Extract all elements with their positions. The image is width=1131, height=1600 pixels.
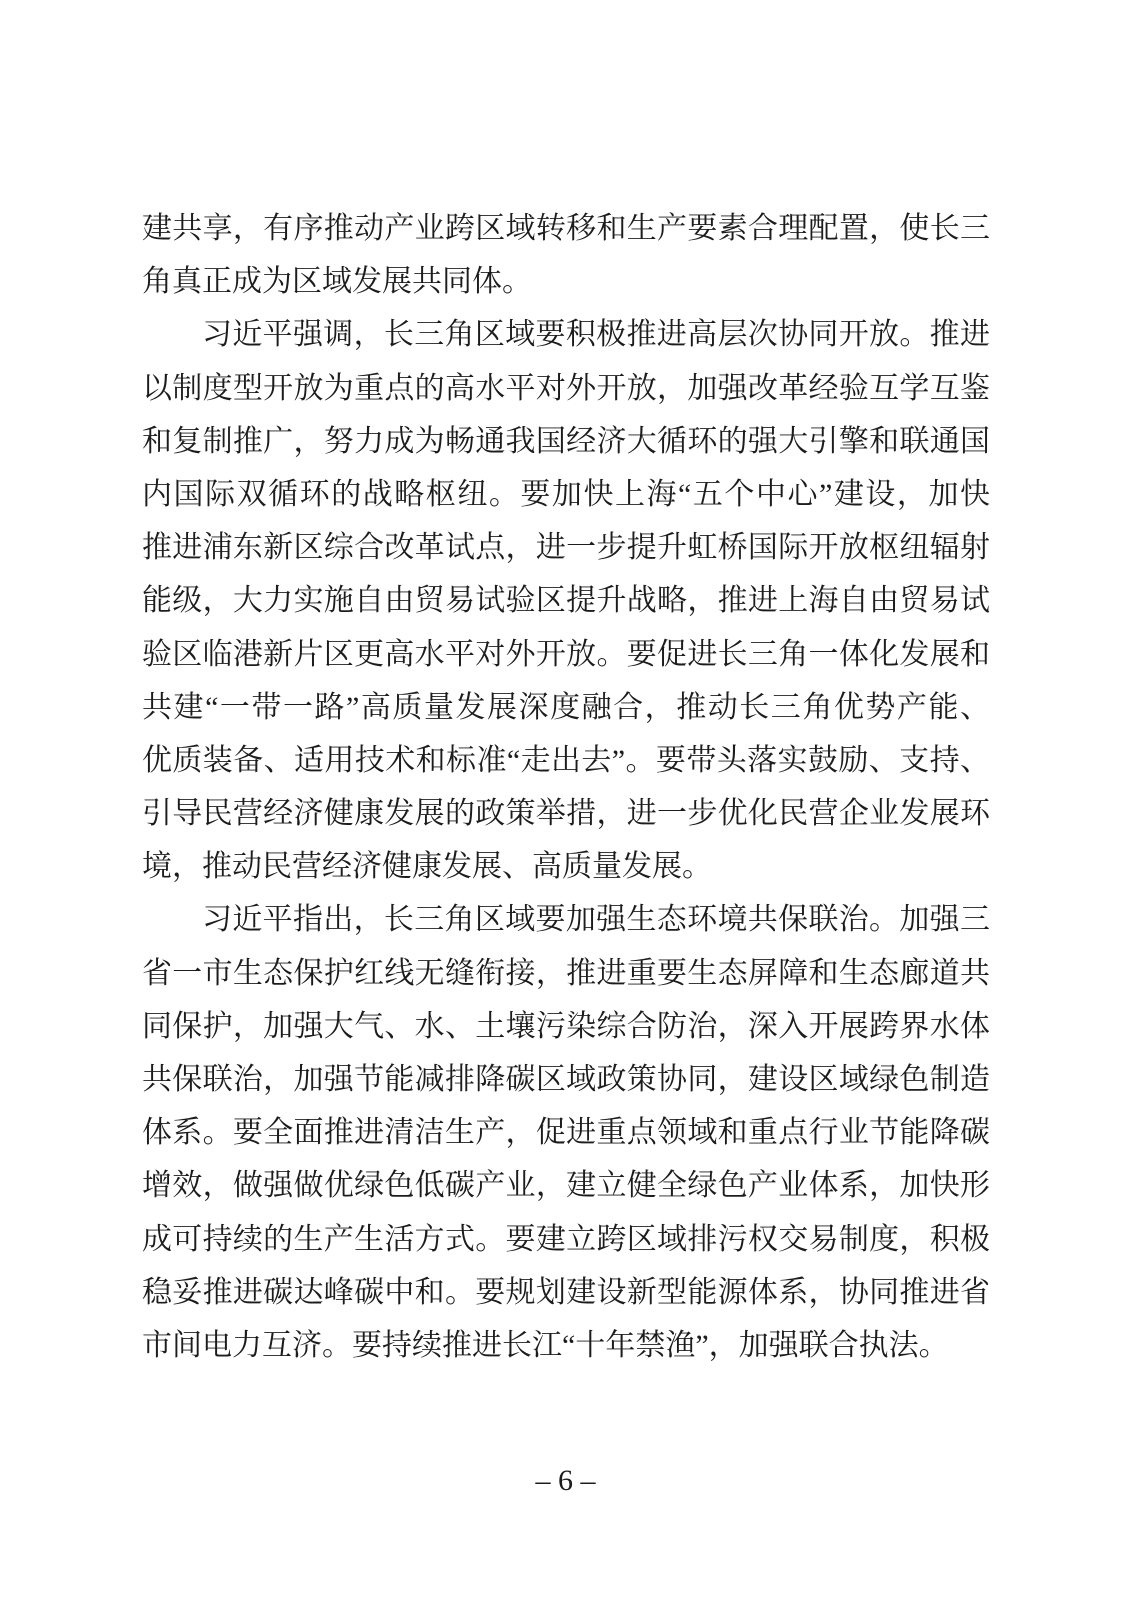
text-line: 习近平强调，长三角区域要积极推进高层次协同开放。推进 bbox=[202, 318, 990, 352]
text-line: 体系。要全面推进清洁生产，促进重点领域和重点行业节能降碳 bbox=[142, 1116, 990, 1150]
text-line: 推进浦东新区综合改革试点，进一步提升虹桥国际开放枢纽辐射 bbox=[142, 531, 990, 565]
text-line: 以制度型开放为重点的高水平对外开放，加强改革经验互学互鉴 bbox=[142, 371, 990, 405]
text-line: 角真正成为区域发展共同体。 bbox=[142, 265, 532, 299]
text-line: 共保联治，加强节能减排降碳区域政策协同，建设区域绿色制造 bbox=[142, 1063, 990, 1096]
text-line: 成可持续的生产生活方式。要建立跨区域排污权交易制度，积极 bbox=[142, 1222, 990, 1256]
text-line: 市间电力互济。要持续推进长江“十年禁渔”，加强联合执法。 bbox=[142, 1328, 949, 1362]
text-line: 境，推动民营经济健康发展、高质量发展。 bbox=[142, 850, 712, 884]
text-line: 内国际双循环的战略枢纽。要加快上海“五个中心”建设，加快 bbox=[142, 477, 990, 511]
text-line: 引导民营经济健康发展的政策举措，进一步优化民营企业发展环 bbox=[142, 797, 990, 831]
text-line: 增效，做强做优绿色低碳产业，建立健全绿色产业体系，加快形 bbox=[142, 1169, 990, 1203]
text-line: 优质装备、适用技术和标准“走出去”。要带头落实鼓励、支持、 bbox=[142, 743, 990, 777]
text-line: 验区临港新片区更高水平对外开放。要促进长三角一体化发展和 bbox=[142, 637, 990, 671]
text-line: 省一市生态保护红线无缝衔接，推进重要生态屏障和生态廊道共 bbox=[142, 956, 990, 990]
text-line: 同保护，加强大气、水、土壤污染综合防治，深入开展跨界水体 bbox=[142, 1009, 990, 1043]
page-number: – 6 – bbox=[535, 1464, 596, 1497]
text-line: 共建“一带一路”高质量发展深度融合，推动长三角优势产能、 bbox=[142, 690, 990, 724]
document-body bbox=[142, 202, 990, 1372]
text-line: 能级，大力实施自由贸易试验区提升战略，推进上海自由贸易试 bbox=[142, 584, 990, 618]
text-line: 建共享，有序推动产业跨区域转移和生产要素合理配置，使长三 bbox=[142, 212, 990, 245]
text-line: 稳妥推进碳达峰碳中和。要规划建设新型能源体系，协同推进省 bbox=[142, 1275, 990, 1309]
text-line: 和复制推广，努力成为畅通我国经济大循环的强大引擎和联通国 bbox=[142, 424, 990, 458]
text-line: 习近平指出，长三角区域要加强生态环境共保联治。加强三 bbox=[202, 903, 990, 937]
